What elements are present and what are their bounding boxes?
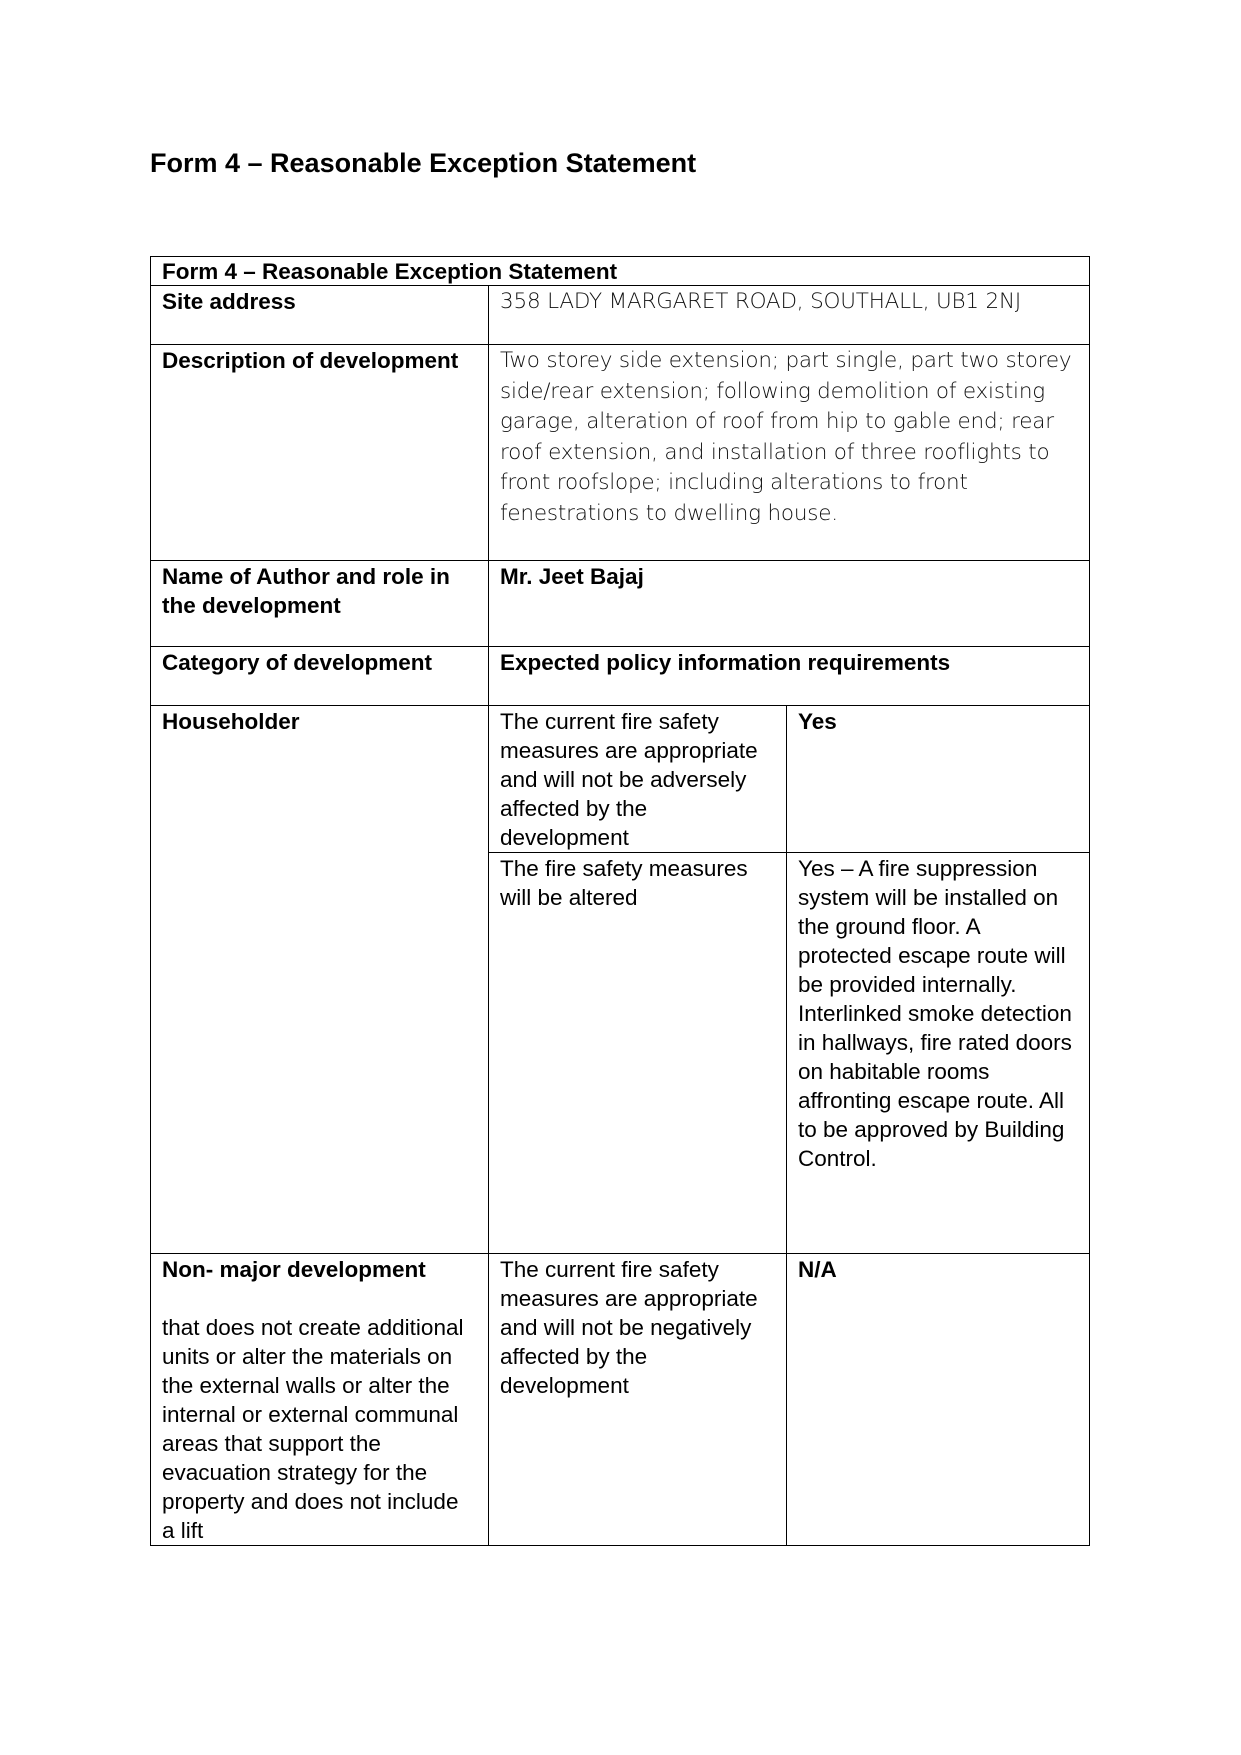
author-value: Mr. Jeet Bajaj — [489, 561, 1090, 647]
householder-statement-1: The current fire safety measures are appropriate and will not be adversely affected by the development — [489, 706, 787, 853]
non-major-detail: that does not create additional units or alter the materials on the external walls or alter the internal or external communal areas that support the evacuation strategy for the property and does not include a lift — [162, 1315, 464, 1543]
householder-response-2: Yes – A fire suppression system will be installed on the ground floor. A protected escape route will be provided internally. Interlinked smoke detection in hallways, fire rated doors on habitable rooms affronting escape route. All to be approved by Building Control. — [787, 853, 1090, 1254]
description-label: Description of development — [151, 345, 489, 561]
category-header-row — [151, 647, 1090, 706]
householder-row-1 — [151, 706, 1090, 853]
householder-category: Householder — [151, 706, 489, 1254]
description-value: Two storey side extension; part single, part two storey side/rear extension; following demolition of existing garage, alteration of roof from hip to gable end; rear roof extension, and installation of three rooflights to front roofslope; including alterations to front fenestrations to dwelling house. — [489, 345, 1090, 561]
author-row — [151, 561, 1090, 647]
site-address-label: Site address — [151, 286, 489, 345]
site-address-row — [151, 286, 1090, 345]
non-major-response: N/A — [787, 1254, 1090, 1546]
description-row — [151, 345, 1090, 561]
form-title: Form 4 – Reasonable Exception Statement — [151, 257, 1090, 286]
category-header-value: Expected policy information requirements — [489, 647, 1090, 706]
non-major-row — [151, 1254, 1090, 1546]
non-major-category-cell — [151, 1254, 489, 1546]
category-header-label: Category of development — [151, 647, 489, 706]
document-heading: Form 4 – Reasonable Exception Statement — [150, 148, 697, 178]
author-label: Name of Author and role in the development — [151, 561, 489, 647]
form-title-row — [151, 257, 1090, 286]
non-major-statement: The current fire safety measures are appropriate and will not be negatively affected by the development — [489, 1254, 787, 1546]
reasonable-exception-form — [150, 256, 1090, 1546]
non-major-category: Non- major development — [162, 1257, 426, 1282]
site-address-value: 358 LADY MARGARET ROAD, SOUTHALL, UB1 2NJ — [489, 286, 1090, 345]
householder-response-1: Yes — [787, 706, 1090, 853]
householder-statement-2: The fire safety measures will be altered — [489, 853, 787, 1254]
